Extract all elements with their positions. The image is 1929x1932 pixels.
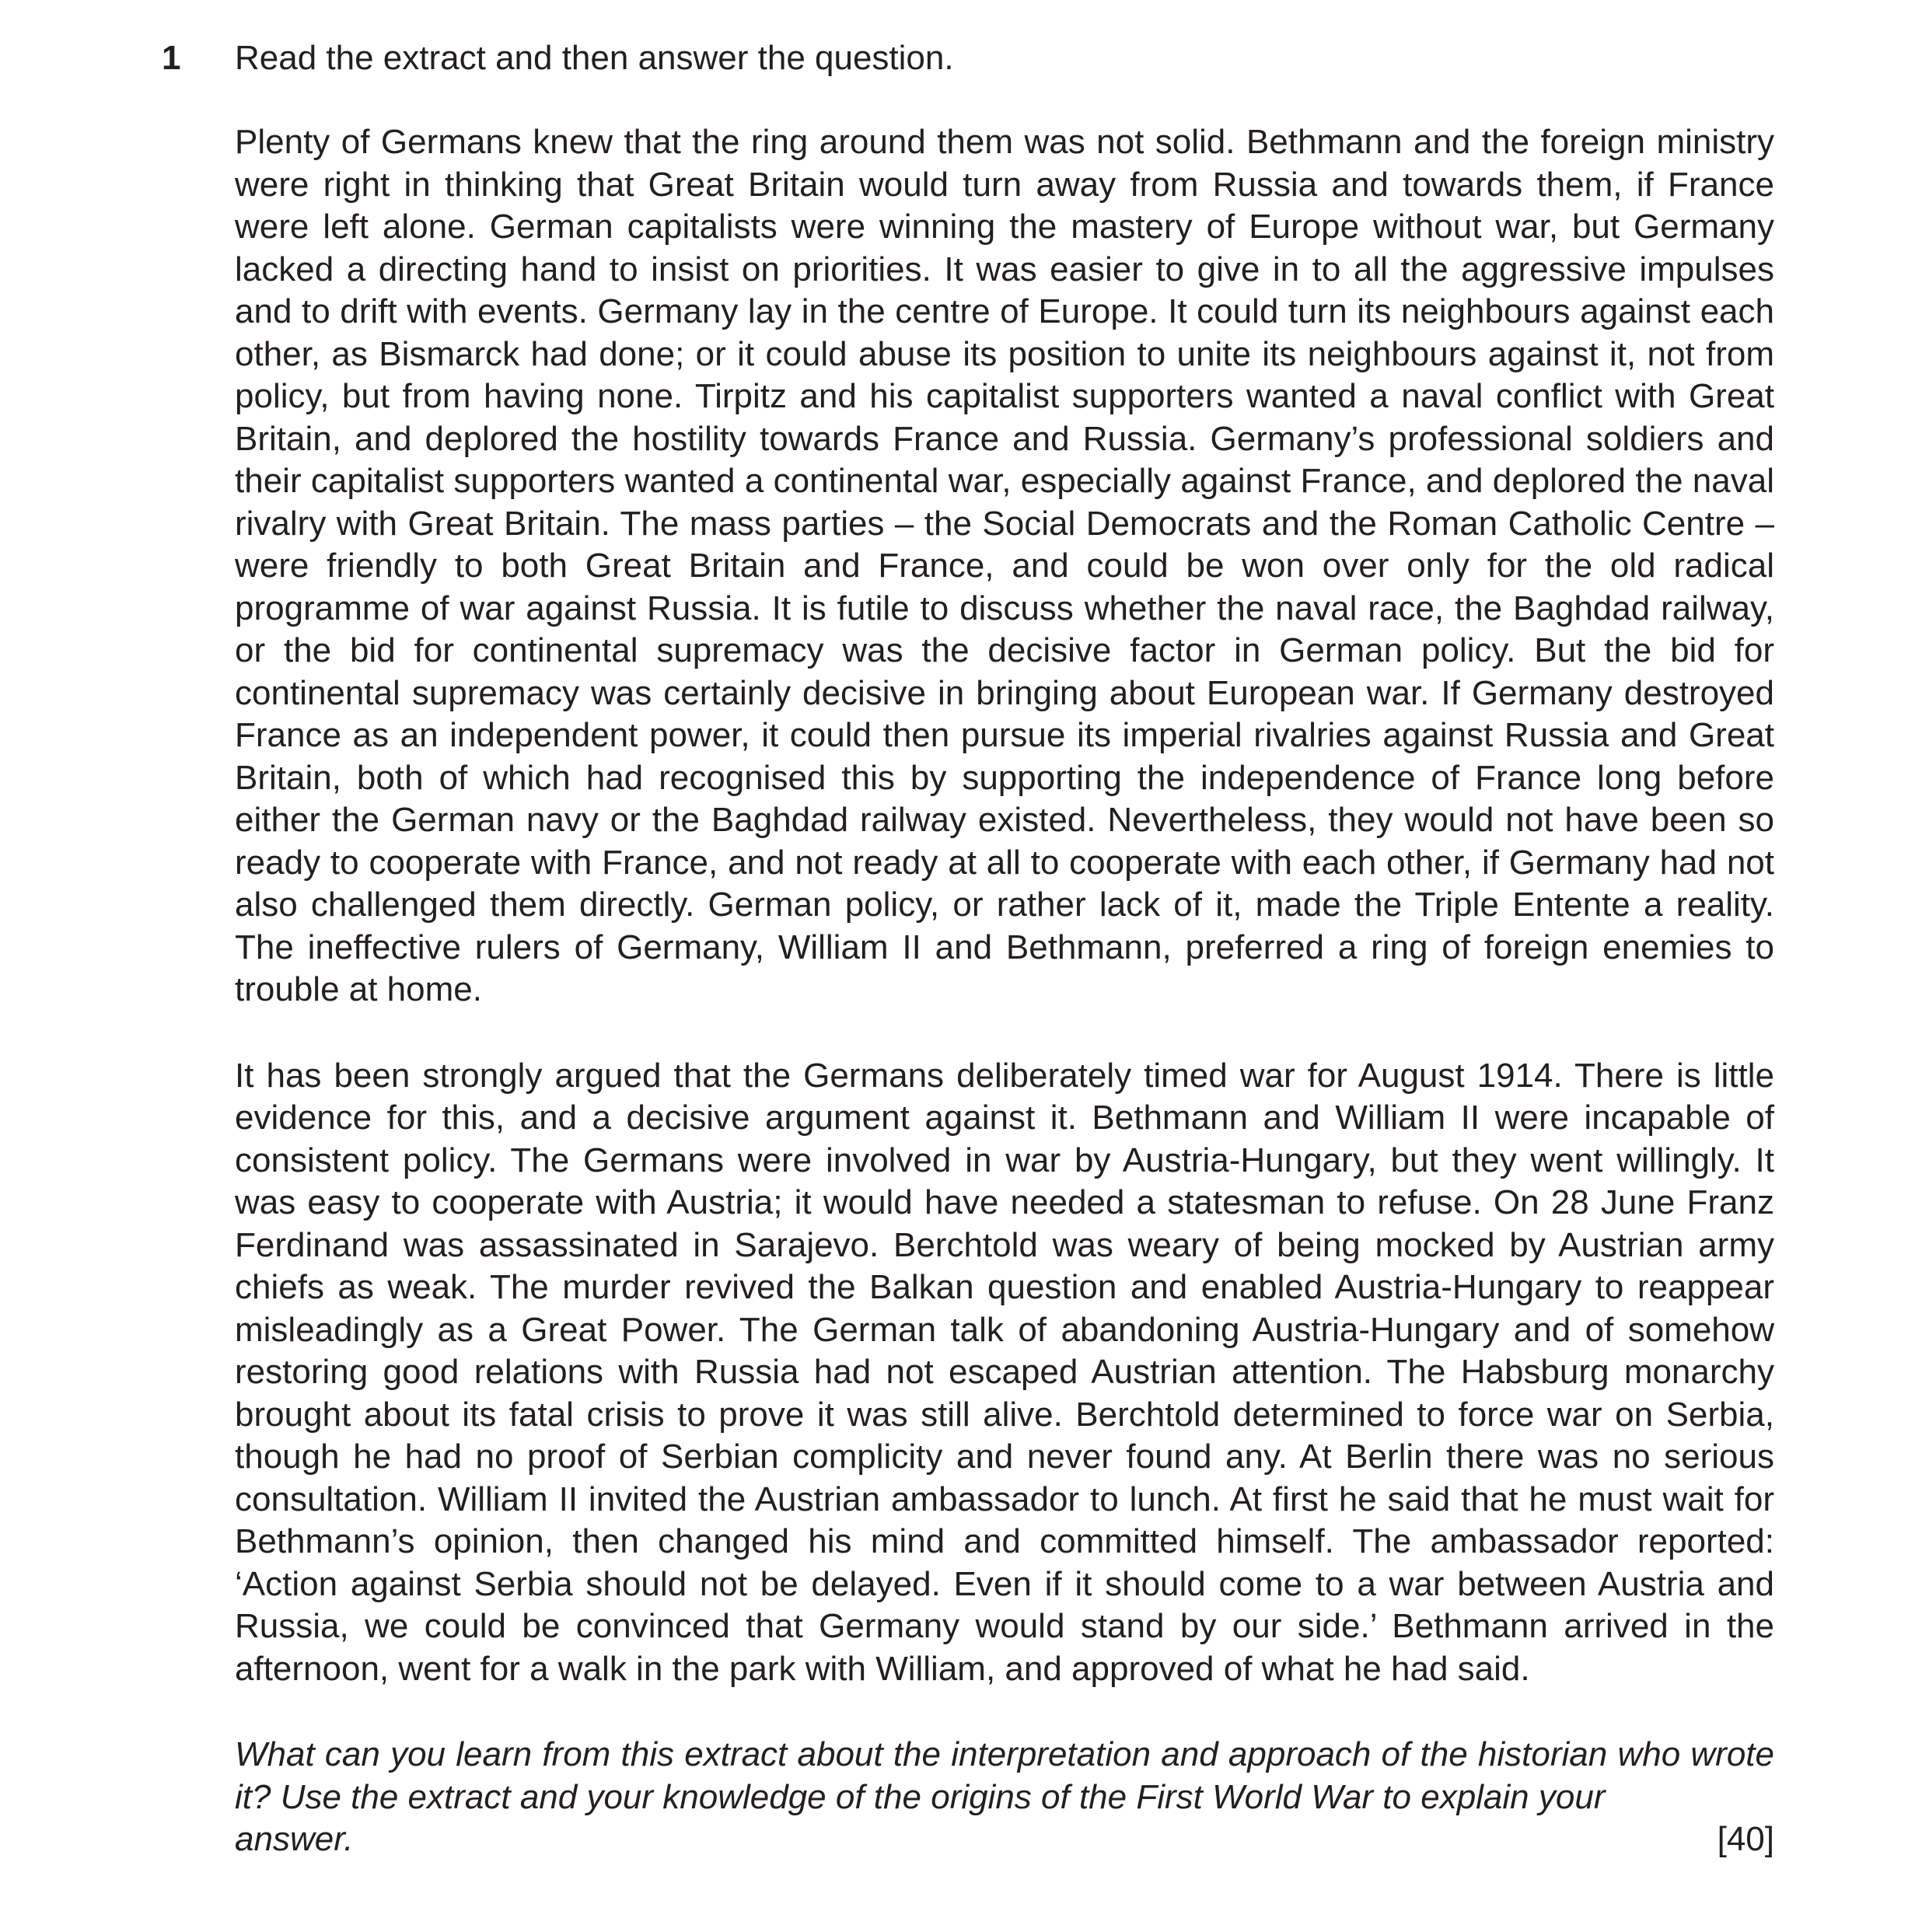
extract-paragraph-1: Plenty of Germans knew that the ring around them was not solid. Bethmann and the foreign ministry were right in thinking that Great Britain would turn away from Russia and towards them, if France were left alone. German capitalists were winning the mastery of Europe without war, but Germany lacked a directing hand to insist on priorities. It was easier to give in to all the aggressive impulses and to drift with events. Germany lay in the centre of Europe. It could turn its neighbours against each other, as Bismarck had done; or it could abuse its position to unite its neighbours against it, not from policy, but from having none. Tirpitz and his capitalist supporters wanted a naval conflict with Great Britain, and deplored the hostility towards France and Russia. Germany’s professional soldiers and their capitalist supporters wanted a continental war, especially against France, and deplored the naval rivalry with Great Britain. The mass parties – the Social Democrats and the Roman Catholic Centre – were friendly to both Great Britain and France, and could be won over only for the old radical programme of war against Russia. It is futile to discuss whether the naval race, the Baghdad railway, or the bid for continental supremacy was the decisive factor in German policy. But the bid for continental supremacy was certainly decisive in bringing about European war. If Germany destroyed France as an independent power, it could then pursue its imperial rivalries against Russia and Great Britain, both of which had recognised this by supporting the independence of France long before either the German navy or the Baghdad railway existed. Nevertheless, they would not have been so ready to cooperate with France, and not ready at all to cooperate with each other, if Germany had not also challenged them directly. German policy, or rather lack of it, made the Triple Entente a reality. The ineffective rulers of Germany, William II and Bethmann, preferred a ring of foreign enemies to trouble at home. xyxy=(235,123,1774,1008)
extract-paragraph-2: It has been strongly argued that the Germans deliberately timed war for August 1914. There is little evidence for this, and a decisive argument against it. Bethmann and William II were incapable of consistent policy. The Germans were involved in war by Austria-Hungary, but they went willingly. It was easy to cooperate with Austria; it would have needed a statesman to refuse. On 28 June Franz Ferdinand was assassinated in Sarajevo. Berchtold was weary of being mocked by Austrian army chiefs as weak. The murder revived the Balkan question and enabled Austria-Hungary to reappear misleadingly as a Great Power. The German talk of abandoning Austria-Hungary and of somehow restoring good relations with Russia had not escaped Austrian attention. The Habsburg monarchy brought about its fatal crisis to prove it was still alive. Berchtold determined to force war on Serbia, though he had no proof of Serbian complicity and never found any. At Berlin there was no serious consultation. William II invited the Austrian ambassador to lunch. At first he said that he must wait for Bethmann’s opinion, then changed his mind and committed himself. The ambassador reported: ‘Action against Serbia should not be delayed. Even if it should come to a war between Austria and Russia, we could be convinced that Germany would stand by our side.’ Bethmann arrived in the afternoon, went for a walk in the park with William, and approved of what he had said. xyxy=(235,1056,1774,1688)
question-prompt-text: What can you learn from this extract about the interpretation and approach of the historian who wrote it? Use the extract and your knowledge of the origins of the First World War to explain your xyxy=(235,1735,1774,1816)
question-prompt-last-line xyxy=(235,1818,1774,1861)
question-number: 1 xyxy=(162,39,181,77)
marks-label: [40] xyxy=(1717,1820,1774,1858)
instruction-text: Read the extract and then answer the question. xyxy=(235,39,954,77)
question-prompt-end: answer. xyxy=(235,1820,354,1858)
question-content xyxy=(235,33,1774,1861)
question-prompt xyxy=(235,1734,1774,1861)
